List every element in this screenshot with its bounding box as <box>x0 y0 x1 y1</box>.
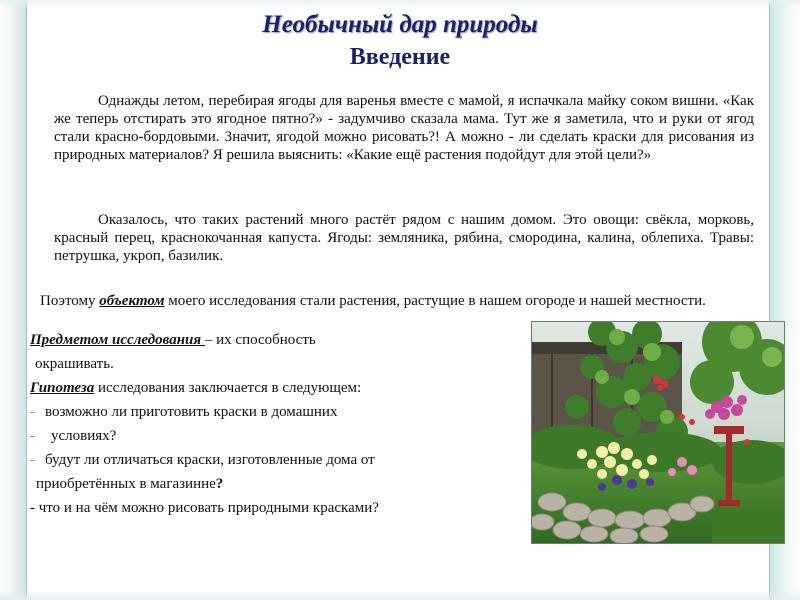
object-lead: Поэтому <box>40 293 96 309</box>
title-sub: Введение <box>349 44 451 70</box>
slide-frame-bottom <box>0 590 800 600</box>
slide-frame-left <box>0 0 27 600</box>
bullet-item-1b-text: условиях? <box>51 428 117 444</box>
object-term: объектом <box>99 293 165 309</box>
garden-photo <box>531 321 785 544</box>
bullet-dash-icon: - <box>30 452 35 468</box>
title-main: Необычный дар природы <box>262 11 538 38</box>
subject-line-2: окрашивать. <box>35 356 114 372</box>
intro-paragraph: Однажды летом, перебирая ягоды для варенья вместе с мамой, я испачкала майку соком вишни. «Как же теперь отстирать это ягодное пятно?» - задумчиво сказала мама. Тут же я заметила, что и руки от ягод стали красно-бордовыми. Значит, ягодой можно рисовать?! А можно - ли сделать краски для рисования из природных материалов? Я решила выяснить: «Какие ещё растения подойдут для этой цели?» <box>54 93 754 163</box>
subject-term: Предметом исследования <box>30 332 205 348</box>
bullet-item-1b <box>30 427 510 445</box>
garden-photo-image <box>532 322 784 543</box>
bullet-item-2-text: будут ли отличаться краски, изготовленные дома от <box>45 452 375 468</box>
bullet-last: - что и на чём можно рисовать природными красками? <box>30 500 379 516</box>
bullet-item-2b-text: приобретённых в магазинне <box>36 476 216 492</box>
hypothesis-term: Гипотеза <box>30 380 95 396</box>
subject-rest: – их способность <box>204 332 316 348</box>
hypothesis-line <box>30 379 510 397</box>
bullet-item-1 <box>30 403 510 421</box>
bullet-item-2 <box>30 451 510 469</box>
subject-line <box>30 331 510 349</box>
slide-frame-top <box>0 0 800 8</box>
object-paragraph <box>34 292 750 310</box>
bullet-dash-icon: - <box>30 404 35 420</box>
hypothesis-rest: исследования заключается в следующем: <box>94 380 362 396</box>
bullet-dash-icon: - <box>30 428 35 444</box>
object-rest: моего исследования стали растения, растущие в нашем огороде и нашей местности. <box>168 293 706 309</box>
bullet-item-1-text: возможно ли приготовить краски в домашних <box>45 404 338 420</box>
bullet-item-2b <box>36 475 516 493</box>
bullet-item-2b-mark: ? <box>215 476 224 492</box>
slide-title <box>0 10 800 72</box>
plants-paragraph: Оказалось, что таких растений много растёт рядом с нашим домом. Это овощи: свёкла, морковь, красный перец, краснокочанная капуста. Ягоды: земляника, рябина, смородина, калина, облепиха. Травы: петрушка, укроп, базилик. <box>54 212 754 264</box>
